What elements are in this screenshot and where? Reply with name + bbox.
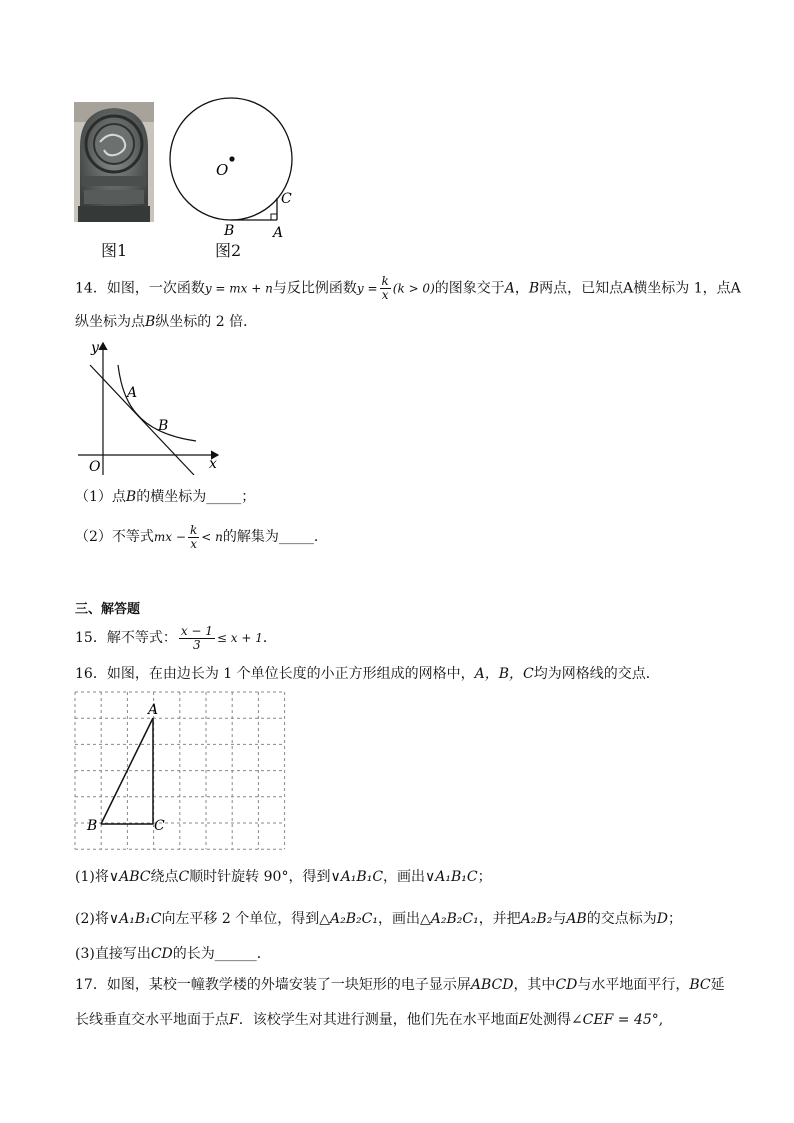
q14-part1-a: （1）点 [75, 489, 126, 505]
label-a: A [127, 385, 138, 401]
q17-line1-b: ，其中 [513, 977, 556, 993]
fraction-denominator: x [381, 288, 389, 302]
q16-p1-tri3: ∨A₁B₁C [425, 869, 478, 885]
q15-text: 解不等式： [106, 630, 177, 646]
q16-p2-tri2: △A₂B₂C₁ [319, 911, 378, 927]
q17-line1-a: 如图，某校一幢教学楼的外墙安装了一块矩形的电子显示屏 [106, 977, 471, 993]
q14-part-2 [75, 520, 328, 554]
q17-f: F [229, 1012, 239, 1028]
q16-p1-a: (1)将 [75, 869, 109, 885]
q14-function-graph [72, 335, 232, 475]
q16-p2-a: (2)将 [75, 911, 109, 927]
q17-line2-c: 处测得 [528, 1012, 571, 1028]
q16-part-1 [75, 868, 492, 886]
q14-part2-fraction [188, 524, 199, 551]
q16-p2-g: ； [667, 911, 682, 927]
q16-text-a: 如图，在由边长为 1 个单位长度的小正方形组成的网格中， [106, 666, 475, 682]
q16-p3-a: (3)直接写出 [75, 946, 151, 962]
q16-p1-tri2: ∨A₁B₁C [330, 869, 384, 885]
fraction-denominator: 3 [193, 637, 201, 652]
q14-line2-var-b: B [145, 314, 156, 330]
hyperbola-curve [118, 365, 196, 441]
q16-p2-b: 向左平移 2 个单位，得到 [161, 911, 320, 927]
figure-2-caption: 图2 [215, 241, 242, 260]
q14-part2-end: ． [313, 529, 328, 545]
label-c: C [154, 818, 165, 834]
q16-grid-diagram [70, 690, 290, 852]
q17-number: 17． [75, 977, 107, 993]
q14-part2-blank: _____ [278, 529, 314, 545]
q17-line-2 [75, 1011, 663, 1029]
q14-linear-eq: y = mx + n [204, 281, 273, 296]
q16-p1-e: ； [477, 869, 492, 885]
label-o: O [216, 161, 229, 179]
q14-line-2 [75, 313, 257, 331]
q16-p2-d-var: D [656, 911, 668, 927]
q16-p2-tri: ∨A₁B₁C [108, 911, 162, 927]
q14-line2-b: 纵坐标的 2 倍． [155, 314, 258, 330]
q14-part2-lt: < n [201, 530, 223, 544]
q14-after: 的图象交于 [434, 280, 505, 297]
q17-angle: ∠CEF = 45° [570, 1012, 659, 1028]
q14-var-b: B [528, 280, 540, 297]
q16-p1-c-var: C [178, 869, 190, 885]
q16-p3-b: 的长为 [172, 946, 215, 962]
q16-p2-seg: A₂B₂ [520, 911, 553, 927]
label-y: y [91, 340, 99, 356]
q17-line2-d: , [658, 1012, 664, 1028]
q15-line [75, 620, 277, 656]
q14-line-1 [75, 275, 741, 302]
q16-p2-c: ，画出 [377, 911, 420, 927]
q16-p2-ab: AB [566, 911, 587, 927]
q14-part1-b: 的横坐标为 [136, 489, 207, 505]
q16-p3-cd: CD [150, 946, 173, 962]
q14-inverse-cond: (k > 0) [392, 281, 435, 296]
q14-part1-blank: _____ [206, 489, 242, 505]
fraction-numerator: k [381, 274, 389, 288]
q17-bc: BC [689, 977, 711, 993]
q14-inverse-lhs: y = [356, 281, 378, 296]
label-b: B [224, 223, 235, 239]
q14-part2-mx: mx − [153, 530, 186, 544]
q14-tail: 两点，已知点A横坐标为 1，点A [539, 280, 741, 297]
q14-line2-a: 纵坐标为点 [75, 314, 145, 330]
q14-part1-end: ； [241, 489, 256, 505]
q17-line1-d: 延 [710, 977, 725, 993]
q16-vars: A，B，C [474, 666, 534, 682]
q14-part-1 [75, 488, 255, 506]
q17-line1-c: 与水平地面平行， [577, 977, 690, 993]
q16-p1-d: ，画出 [383, 869, 426, 885]
q16-p3-end: ． [256, 946, 271, 962]
label-c: C [281, 191, 292, 207]
fraction-numerator: k [189, 522, 198, 537]
q17-line2-a: 长线垂直交水平地面于点 [75, 1012, 229, 1028]
figure-2-circle-diagram [160, 95, 310, 240]
label-b: B [158, 418, 169, 434]
figure-1-photo [74, 102, 154, 222]
q14-intro: 如图，一次函数 [106, 280, 205, 297]
q14-var-a: A [504, 280, 515, 297]
q16-p2-f: 的交点标为 [586, 911, 657, 927]
label-b: B [87, 818, 98, 834]
q16-number: 16． [75, 666, 107, 682]
grid-lines [75, 692, 285, 849]
q16-text-b: 均为网格线的交点． [533, 666, 660, 682]
line-graph [90, 365, 194, 475]
q15-rhs: ≤ x + 1 [216, 631, 263, 645]
label-a: A [148, 702, 159, 718]
label-o: O [89, 459, 101, 475]
q16-part-2 [75, 910, 682, 928]
label-x: x [209, 456, 217, 472]
q16-line [75, 665, 660, 683]
q17-abcd: ABCD [470, 977, 514, 993]
q14-comma: ， [514, 280, 529, 297]
q16-p1-b: 绕点 [150, 869, 179, 885]
q17-line-1 [75, 976, 725, 994]
right-angle-mark [271, 214, 277, 220]
q14-part2-b: 的解集为 [222, 529, 279, 545]
q16-p3-blank: ______ [214, 946, 257, 962]
label-a: A [273, 225, 284, 240]
q14-part2-a: （2）不等式 [75, 529, 154, 545]
q15-number: 15． [75, 630, 107, 646]
fraction-denominator: x [190, 536, 197, 551]
center-point [229, 156, 234, 161]
q16-p1-tri: ∨ABC [108, 869, 151, 885]
q16-p2-tri3: △A₂B₂C₁ [419, 911, 479, 927]
stone-carving-image [74, 102, 154, 222]
q14-inverse-fraction [380, 275, 391, 302]
section-title: 三、解答题 [75, 602, 141, 617]
q16-part-3 [75, 945, 271, 963]
q14-part1-var-b: B [125, 489, 137, 505]
fraction-numerator: x − 1 [180, 623, 213, 638]
q15-fraction [179, 625, 215, 652]
q14-mid: 与反比例函数 [272, 280, 357, 297]
q17-line2-b: ．该校学生对其进行测量，他们先在水平地面 [238, 1012, 519, 1028]
q16-p1-c: 顺时针旋转 90°，得到 [189, 869, 331, 885]
q16-p2-e: 与 [552, 911, 567, 927]
q16-p2-d: ，并把 [478, 911, 521, 927]
q17-cd: CD [555, 977, 578, 993]
figure-1-caption: 图1 [101, 241, 128, 260]
q14-number: 14． [75, 280, 107, 297]
q15-end: ． [262, 630, 277, 646]
q17-e: E [518, 1012, 529, 1028]
